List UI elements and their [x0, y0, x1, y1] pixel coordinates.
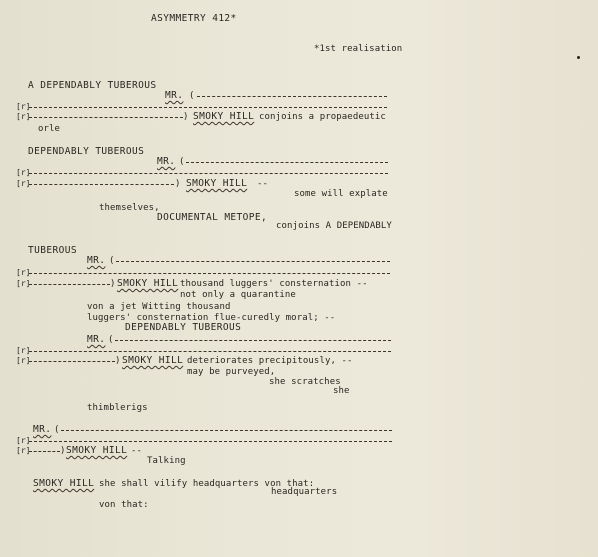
stanza2-after: -- [257, 179, 269, 189]
stanza3-dashed-line-3 [29, 284, 110, 285]
stanza4-l2: she scratches [269, 377, 341, 387]
stanza1-after: conjoins a propaedeutic [259, 112, 386, 122]
stanza5-r-mark-2: [r] [16, 446, 31, 455]
stanza3-close-paren: ) [110, 279, 116, 289]
stanza5-open-paren: ( [54, 425, 60, 435]
stanza2-r-mark-1: [r] [16, 168, 31, 177]
stanza6-l1: headquarters [271, 487, 338, 497]
stanza4-l3: she [333, 386, 350, 396]
stanza3-r-mark-1: [r] [16, 268, 31, 277]
stanza2-r-mark-2: [r] [16, 179, 31, 188]
stanza5-r-mark-1: [r] [16, 436, 31, 445]
stanza4-r-mark-2: [r] [16, 356, 31, 365]
stanza5-dashed-line-2 [29, 441, 392, 442]
stanza4-dashed-line-2 [29, 351, 391, 352]
stanza1-dashed-line-3 [29, 117, 183, 118]
stanza4-close-paren: ) [115, 356, 121, 366]
stanza1-cont: orle [38, 124, 61, 134]
stanza6-name: SMOKY HILL [33, 478, 95, 489]
stanza4-after: deteriorates precipitously, -- [187, 356, 353, 366]
stanza1-mr: MR. [165, 90, 184, 101]
stanza4-l4: thimblerigs [87, 403, 148, 413]
stanza1-close-paren: ) [183, 112, 189, 122]
stanza1-heading: A DEPENDABLY TUBEROUS [28, 80, 157, 91]
stanza3-l2: von a jet Witting thousand [87, 302, 231, 312]
stanza3-after: thousand luggers' consternation -- [180, 279, 368, 289]
stanza2-l4: conjoins A DEPENDABLY [276, 221, 392, 231]
stanza5-close-paren: ) [60, 446, 66, 456]
stanza2-l1: some will explate [294, 189, 388, 199]
stanza1-dashed-line-2 [29, 107, 387, 108]
stanza3-l4: DEPENDABLY TUBEROUS [125, 322, 242, 333]
stanza2-name: SMOKY HILL [186, 178, 248, 189]
stanza1-open-paren: ( [189, 91, 195, 101]
stanza1-r-mark-2: [r] [16, 112, 31, 121]
stanza4-mr: MR. [87, 334, 106, 345]
stanza4-r-mark-1: [r] [16, 346, 31, 355]
stanza4-dashed-line-1 [115, 340, 391, 341]
stanza3-l3: luggers' consternation flue-curedly moral; -- [87, 313, 336, 323]
stanza3-dashed-line-2 [29, 273, 390, 274]
stanza2-close-paren: ) [175, 179, 181, 189]
stanza6-after: she shall vilify headquarters von that: [99, 479, 315, 489]
stanza3-dashed-line-1 [116, 261, 390, 262]
stanza4-l1: may be purveyed, [187, 367, 276, 377]
stanza2-dashed-line-2 [29, 173, 388, 174]
stanza5-name: SMOKY HILL [66, 445, 128, 456]
stanza2-open-paren: ( [179, 157, 185, 167]
stanza2-l3: DOCUMENTAL METOPE, [157, 212, 268, 223]
stanza2-dashed-line-1 [186, 162, 388, 163]
stanza4-dashed-line-3 [29, 361, 115, 362]
stanza5-dashed-line-3 [29, 451, 60, 452]
footnote: *1st realisation [314, 44, 403, 54]
page-title: ASYMMETRY 412* [151, 13, 237, 24]
stanza2-l2: themselves, [99, 203, 160, 213]
stanza1-r-mark-1: [r] [16, 102, 31, 111]
stanza4-name: SMOKY HILL [122, 355, 184, 366]
stanza3-name: SMOKY HILL [117, 278, 179, 289]
stanza5-dashed-line-1 [61, 430, 392, 431]
stanza3-mr: MR. [87, 255, 106, 266]
stanza3-l1: not only a quarantine [180, 290, 296, 300]
stanza1-name: SMOKY HILL [193, 111, 255, 122]
stanza5-mr: MR. [33, 424, 52, 435]
stanza2-mr: MR. [157, 156, 176, 167]
stray-ink-mark [577, 56, 580, 59]
stanza5-after: -- [131, 446, 143, 456]
stanza5-l1: Talking [147, 456, 186, 466]
stanza3-r-mark-2: [r] [16, 279, 31, 288]
stanza1-dashed-line-1 [197, 96, 387, 97]
stanza2-dashed-line-3 [29, 184, 174, 185]
stanza6-l2: von that: [99, 500, 149, 510]
stanza3-heading: TUBEROUS [28, 245, 77, 256]
stanza2-heading: DEPENDABLY TUBEROUS [28, 146, 145, 157]
stanza3-open-paren: ( [109, 256, 115, 266]
stanza4-open-paren: ( [108, 335, 114, 345]
